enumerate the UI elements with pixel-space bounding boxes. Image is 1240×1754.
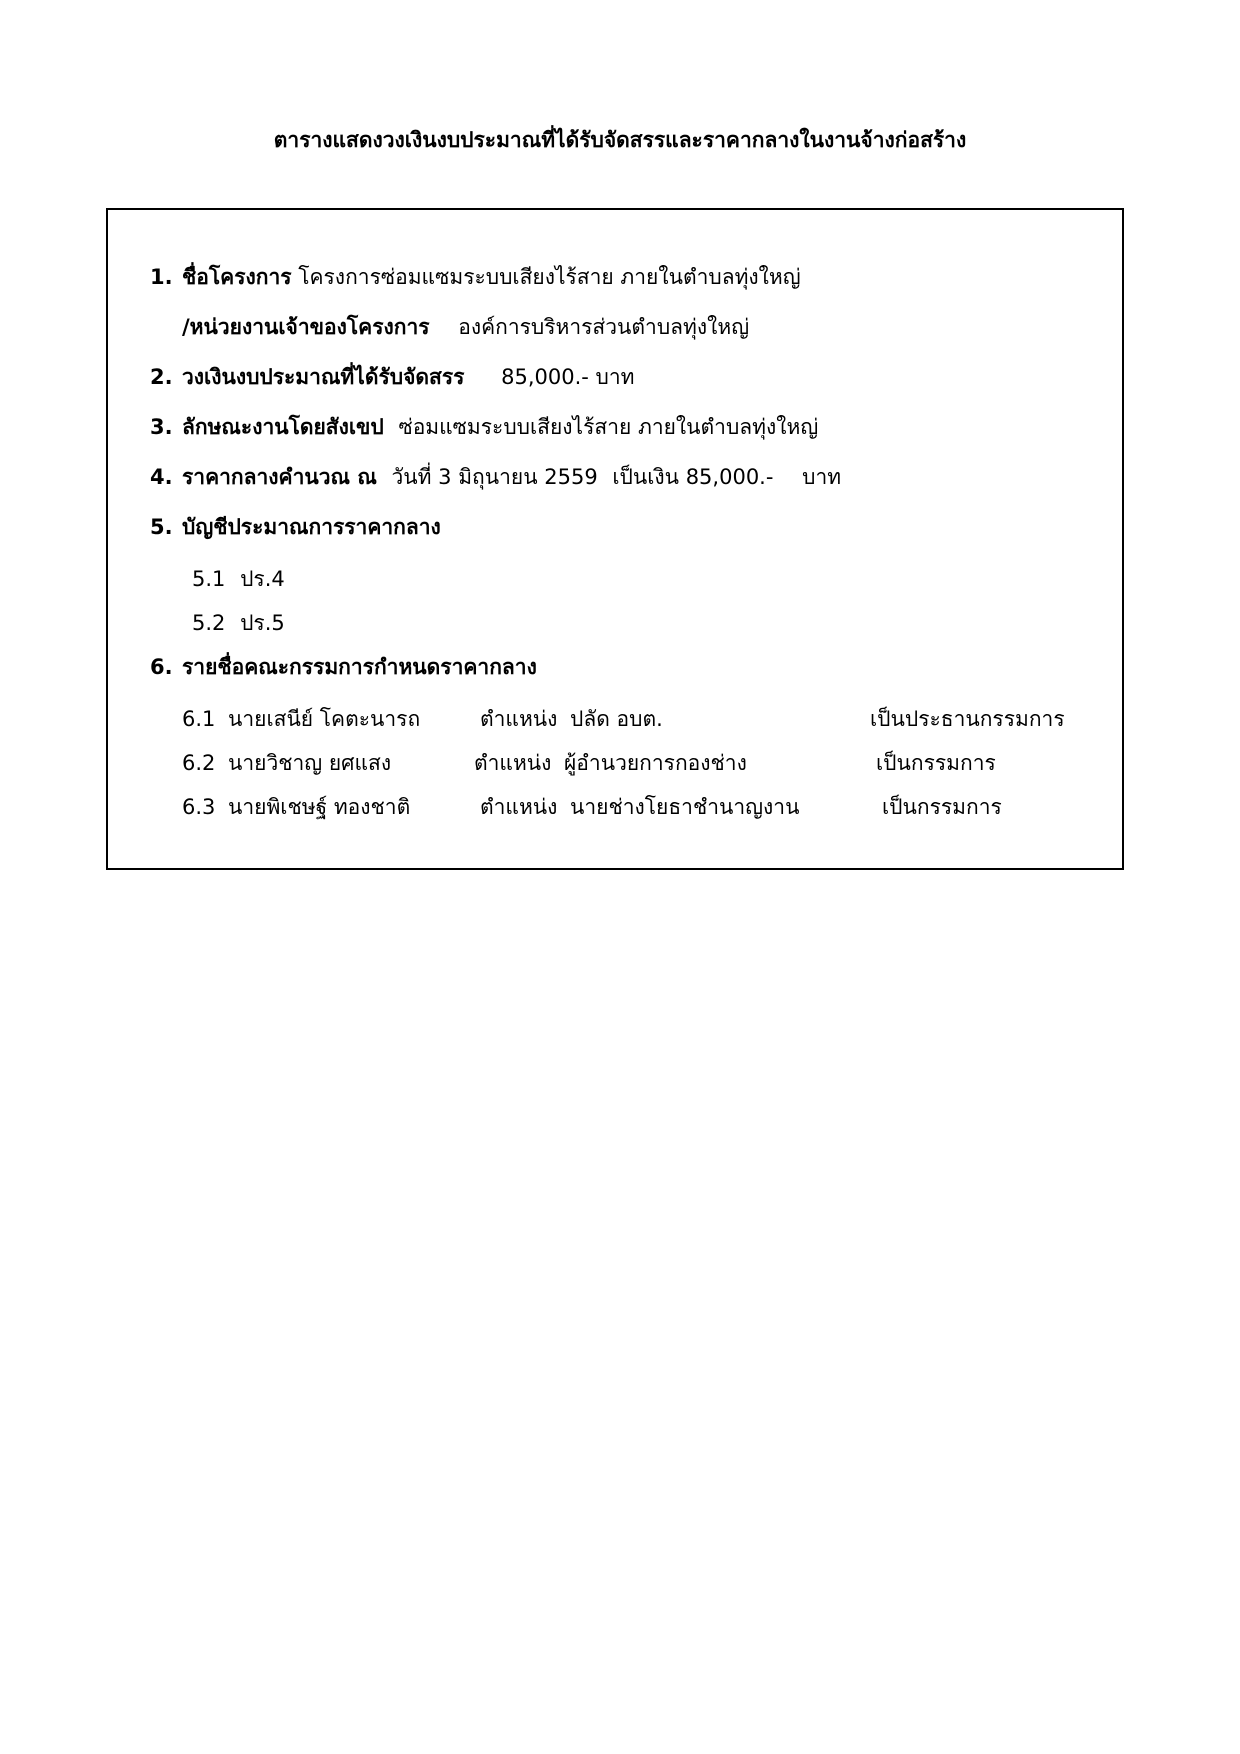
committee-2-number: 6.2	[182, 751, 216, 775]
committee-3-role: เป็นกรรมการ	[882, 795, 1002, 819]
item-1-number: 1.	[150, 265, 173, 289]
item-3-number: 3.	[150, 415, 173, 439]
project-info-box	[106, 208, 1124, 870]
item-5-label: บัญชีประมาณการราคากลาง	[182, 515, 441, 539]
committee-3-position-label: ตำแหน่ง	[480, 795, 558, 819]
committee-1-name: นายเสนีย์ โคตะนารถ	[228, 707, 421, 731]
document-title: ตารางแสดงวงเงินงบประมาณที่ได้รับจัดสรรและราคากลางในงานจ้างก่อสร้าง	[273, 128, 967, 152]
item-5-2-number: 5.2	[192, 611, 226, 635]
committee-2-position: ผู้อำนวยการกองช่าง	[564, 751, 747, 775]
committee-1-number: 6.1	[182, 707, 216, 731]
item-4-amount: เป็นเงิน 85,000.-	[612, 465, 774, 489]
item-3-label: ลักษณะงานโดยสังเขป	[182, 415, 384, 439]
committee-3-position: นายช่างโยธาชำนาญงาน	[570, 795, 800, 819]
committee-2-position-label: ตำแหน่ง	[474, 751, 552, 775]
item-5-2-text: ปร.5	[240, 611, 285, 635]
committee-2-role: เป็นกรรมการ	[876, 751, 996, 775]
item-5-number: 5.	[150, 515, 173, 539]
item-4-number: 4.	[150, 465, 173, 489]
committee-3-number: 6.3	[182, 795, 216, 819]
committee-1-role: เป็นประธานกรรมการ	[870, 707, 1065, 731]
item-1-label: ชื่อโครงการ	[182, 265, 292, 289]
item-4-date: วันที่ 3 มิถุนายน 2559	[391, 465, 598, 489]
committee-1-position: ปลัด อบต.	[570, 707, 663, 731]
item-4-unit: บาท	[802, 465, 842, 489]
item-6-label: รายชื่อคณะกรรมการกำหนดราคากลาง	[182, 655, 537, 679]
item-1-value: โครงการซ่อมแซมระบบเสียงไร้สาย ภายในตำบลทุ่งใหญ่	[298, 265, 801, 289]
item-4-label: ราคากลางคำนวณ ณ	[182, 465, 377, 489]
item-5-1-number: 5.1	[192, 567, 226, 591]
item-3-value: ซ่อมแซมระบบเสียงไร้สาย ภายในตำบลทุ่งใหญ่	[398, 415, 819, 439]
item-2-label: วงเงินงบประมาณที่ได้รับจัดสรร	[182, 365, 465, 389]
committee-1-position-label: ตำแหน่ง	[480, 707, 558, 731]
item-6-number: 6.	[150, 655, 173, 679]
item-2-amount: 85,000.-	[501, 365, 589, 389]
item-2-number: 2.	[150, 365, 173, 389]
item-2-unit: บาท	[595, 365, 635, 389]
item-1-sub-label: /หน่วยงานเจ้าของโครงการ	[182, 315, 430, 339]
item-1-sub-value: องค์การบริหารส่วนตำบลทุ่งใหญ่	[458, 315, 750, 339]
item-5-1-text: ปร.4	[240, 567, 285, 591]
committee-3-name: นายพิเชษฐ์ ทองชาติ	[228, 795, 411, 819]
committee-2-name: นายวิชาญ ยศแสง	[228, 751, 392, 775]
